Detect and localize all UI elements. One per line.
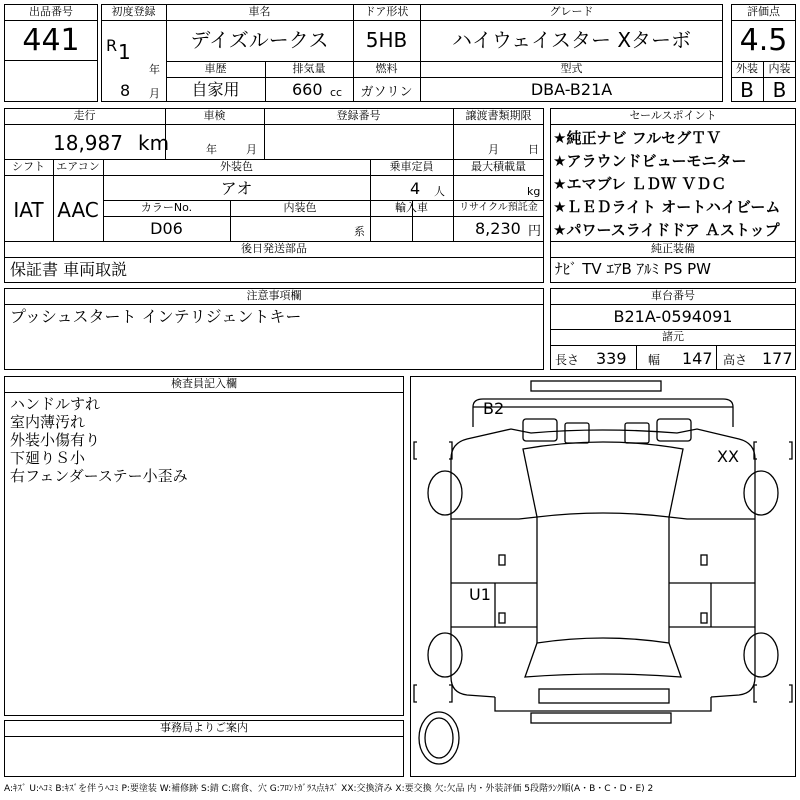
capacity-label: 乗車定員	[389, 160, 434, 173]
color-number-label: カラーNo.	[140, 201, 193, 214]
sales-points-list	[553, 127, 795, 242]
standard-equipment-label: 純正装備	[651, 242, 695, 255]
import-label: 輸入車	[395, 201, 428, 214]
interior-color-unit: 系	[354, 225, 365, 238]
height: 177	[762, 349, 793, 368]
interior-label: 内装	[768, 62, 791, 75]
inspection-month-unit: 月	[246, 143, 257, 156]
color-number: D06	[150, 219, 183, 238]
sales-point: ★エマブレ ＬＤＷ ＶＤＣ	[553, 175, 727, 193]
ac-label: エアコン	[56, 160, 100, 173]
damage-diagram	[410, 376, 796, 777]
shift: IAT	[13, 198, 44, 222]
recycle-fee-label: リサイクル預託金	[459, 202, 538, 213]
score-label: 評価点	[747, 5, 780, 18]
damage-legend: A:ｷｽﾞ U:ﾍｺﾐ B:ｷｽﾞを伴うﾍｺﾐ P:要塗装 W:補修跡 S:錆 C:腐食、穴 G:ﾌﾛﾝﾄｶﾞﾗｽ点ｷｽﾞ XX:交換済み X:要交換 欠:欠品 内・外装評価 5段階ﾗﾝｸ順(A・B・C・D・E) 2	[4, 784, 654, 794]
mileage-unit: km	[138, 131, 170, 155]
inspection-label: 車検	[203, 109, 226, 122]
chassis-number: B21A-0594091	[613, 307, 733, 326]
width: 147	[682, 349, 713, 368]
mileage: 18,987	[53, 131, 123, 155]
displacement-label: 排気量	[292, 62, 326, 75]
recycle-fee: 8,230	[475, 219, 521, 238]
width-label: 幅	[648, 353, 661, 367]
exterior-color: アオ	[220, 179, 253, 198]
damage-mark-xx: XX	[717, 447, 739, 466]
capacity: 4	[410, 179, 421, 198]
max-load-label: 最大積載量	[471, 160, 526, 173]
model-label: 車名	[248, 5, 271, 18]
model-type: DBA-B21A	[530, 80, 613, 99]
exterior-grade: B	[740, 78, 754, 102]
displacement: 660	[292, 80, 323, 99]
fuel-label: 燃料	[375, 62, 398, 75]
first-reg-label: 初度登録	[111, 5, 156, 18]
door-type: 5HB	[365, 28, 408, 52]
later-parts-label: 後日発送部品	[241, 242, 307, 255]
air-conditioner: AAC	[57, 198, 99, 222]
recycle-fee-unit: 円	[528, 224, 542, 239]
length-label: 長さ	[555, 353, 580, 367]
inspector-note: 右フェンダーステー小歪み	[10, 467, 188, 485]
inspector-notes	[10, 395, 400, 485]
exterior-label: 外装	[736, 62, 758, 75]
car-outline	[411, 377, 795, 776]
transfer-day-unit: 日	[528, 143, 539, 156]
model-name: デイズルークス	[190, 28, 329, 52]
exterior-color-label: 外装色	[220, 160, 253, 173]
sales-point: ★純正ナビ フルセグＴＶ	[553, 129, 722, 147]
grade-label: グレード	[549, 5, 594, 18]
capacity-unit: 人	[434, 185, 445, 198]
height-label: 高さ	[723, 353, 748, 367]
damage-mark-b2: B2	[483, 399, 505, 418]
chassis-number-label: 車台番号	[651, 289, 695, 302]
era: R	[106, 36, 118, 55]
max-load-unit: kg	[527, 185, 541, 198]
specs-label: 諸元	[662, 330, 684, 343]
history: 自家用	[191, 80, 240, 99]
length: 339	[596, 349, 627, 368]
later-parts: 保証書 車両取説	[10, 260, 128, 279]
sales-point: ★パワースライドドア Ａストップ	[553, 221, 780, 239]
grade: ハイウェイスター Xターボ	[451, 28, 692, 52]
history-label: 車歴	[204, 62, 227, 75]
inspector-note: 室内薄汚れ	[10, 413, 86, 431]
type-label: 型式	[560, 62, 583, 75]
shift-label: シフト	[12, 160, 45, 173]
standard-equipment: ﾅﾋﾞ TV ｴｱB ｱﾙﾐ PS PW	[555, 260, 711, 278]
displacement-unit: cc	[330, 86, 343, 99]
year-unit: 年	[149, 63, 160, 76]
inspector-note: 外装小傷有り	[10, 431, 101, 449]
era-year: 1	[118, 40, 131, 64]
notes: プッシュスタート インテリジェントキー	[10, 307, 302, 326]
inspector-note: 下廻りＳ小	[10, 449, 86, 467]
interior-grade: B	[772, 78, 787, 102]
office-notice-label: 事務局よりご案内	[160, 721, 248, 734]
fuel: ガソリン	[360, 85, 413, 100]
notes-label: 注意事項欄	[246, 289, 302, 302]
sales-points-label: セールスポイント	[629, 109, 717, 122]
lot-number: 441	[22, 23, 80, 58]
transfer-month-unit: 月	[488, 143, 499, 156]
inspector-label: 検査員記入欄	[171, 377, 237, 390]
reg-month: 8	[120, 81, 131, 100]
damage-mark-u1: U1	[469, 585, 491, 604]
transfer-deadline-label: 譲渡書類期限	[465, 109, 532, 122]
sales-point: ★ＬＥＤライト オートハイビーム	[553, 198, 781, 216]
inspector-note: ハンドルすれ	[10, 395, 101, 413]
sales-point: ★アラウンドビューモニター	[553, 152, 747, 170]
interior-color-label: 内装色	[283, 201, 317, 214]
lot-number-label: 出品番号	[29, 5, 73, 18]
mileage-label: 走行	[73, 109, 96, 122]
inspection-year-unit: 年	[206, 143, 217, 156]
overall-score: 4.5	[739, 23, 788, 58]
registration-number-label: 登録番号	[336, 109, 381, 122]
door-label: ドア形状	[364, 5, 409, 18]
month-unit: 月	[149, 87, 160, 100]
